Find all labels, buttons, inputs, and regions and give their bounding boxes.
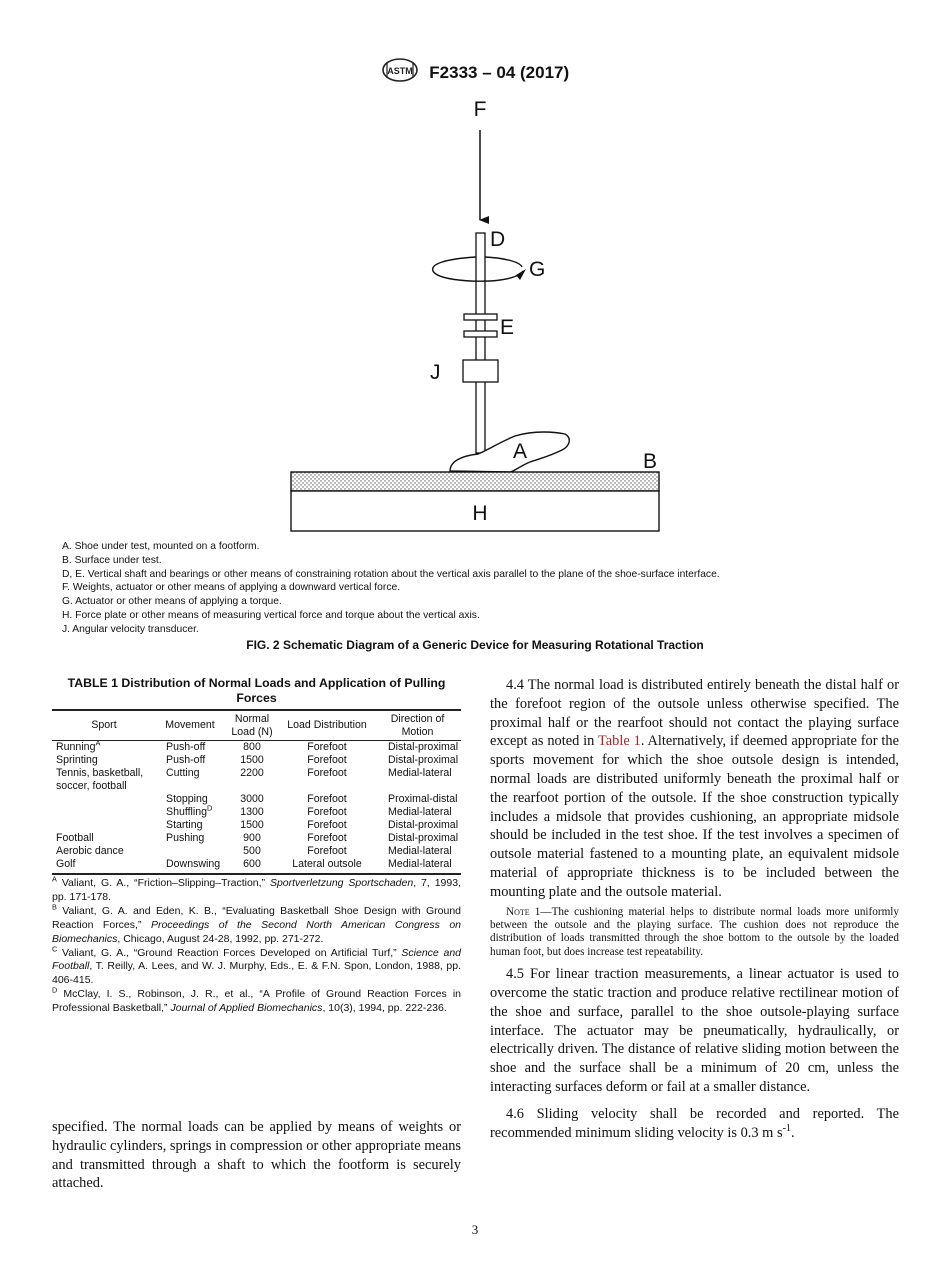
- table-header-row: [52, 710, 461, 741]
- table-cell-movement: [156, 845, 224, 858]
- section-4-5: 4.5 For linear traction measurements, a linear actuator is used to overcome the static traction and produce relative rectilinear motion of the shoe and surface, parallel to the shoe outsole-playing surface interface. The actuator may be pneumatically, hydraulically, or electrically driven. The distance of relative sliding motion between the shoe and the surface shall be a minimum of 20 cm, unless the interacting surfaces deform or fail at a smaller distance.: [490, 966, 899, 1095]
- label-d: D: [490, 228, 506, 251]
- table-cell-sport: [52, 819, 156, 832]
- table-cell-sport: Running$^A$: [56, 738, 101, 753]
- table-cell-direction: Medial-lateral: [388, 806, 452, 818]
- section-4-6: 4.6 Sliding velocity shall be recorded and reported. The recommended minimum sliding velocity is 0.3 m $s^{-1}$.: [490, 1105, 899, 1141]
- table-cell-normal-load: 500: [243, 845, 261, 857]
- bearing-upper: [464, 314, 497, 320]
- table-cell-load-distribution: Forefoot: [307, 832, 347, 844]
- table-cell-normal-load: 600: [224, 858, 280, 874]
- table-row: [52, 845, 461, 858]
- footnote-c: $^C$ Valiant, G. A., “Ground Reaction Forces Developed on Artificial Turf,” Science and Football, T. Reilly, A. Lees, and W. J. Murphy, Eds., E. & F.N. Spon, London, 1988, pp. 406-415.: [52, 944, 461, 987]
- table-1: [52, 709, 461, 875]
- col-header-load-distribution: Load Distribution: [280, 710, 374, 741]
- table-cell-direction: Distal-proximal: [388, 832, 459, 844]
- figure-legend: [62, 540, 720, 637]
- legend-item: G. Actuator or other means of applying a torque.: [62, 596, 282, 608]
- table-cell-normal-load: 1300: [240, 806, 264, 818]
- col-header-normal-load: Normal Load (N): [224, 710, 280, 741]
- table-row: [52, 832, 461, 845]
- left-column-paragraph: specified. The normal loads can be applied by means of weights or hydraulic cylinders, springs in compression or other appropriate means and transmitted through a shaft to which the footform is securely attached.: [52, 1119, 461, 1192]
- label-h: H: [472, 502, 488, 525]
- table-cell-load-distribution: Forefoot: [307, 793, 347, 805]
- table-footnotes: [52, 874, 461, 1016]
- col-header-sport: Sport: [52, 710, 156, 741]
- legend-item: B. Surface under test.: [62, 554, 162, 566]
- legend-item: A. Shoe under test, mounted on a footform.: [62, 541, 260, 552]
- table-row: [52, 767, 461, 793]
- table-row: [52, 819, 461, 832]
- vertical-shaft: [476, 233, 485, 453]
- table-cell-normal-load: 2200: [240, 767, 264, 779]
- table-row: [52, 754, 461, 767]
- table-cell-load-distribution: Forefoot: [307, 819, 347, 831]
- table-cell-load-distribution: Forefoot: [307, 741, 347, 753]
- table-cell-direction: Distal-proximal: [388, 819, 459, 831]
- footnote-d: $^D$ McClay, I. S., Robinson, J. R., et al., “A Profile of Ground Reaction Forces in Professional Basketball,” Journal of Applied Biomechanics, 10(3), 1994, pp. 222-236.: [52, 985, 461, 1015]
- note-1: Note 1—The cushioning material helps to distribute normal loads more uniformly between the outsole and the playing surface. The cushion does not reproduce the distribution of loads transmitted through the shoe bottom to the outsole by the loaded human foot, but does increase test repeatability.: [490, 905, 899, 958]
- angular-velocity-transducer: [463, 360, 498, 382]
- table-cell-movement: Cutting: [166, 767, 200, 779]
- label-b: B: [643, 450, 658, 473]
- table-cell-movement: Starting: [166, 819, 203, 831]
- label-g: G: [529, 258, 546, 281]
- footnote-a: $^A$ Valiant, G. A., “Friction–Slipping–Traction,” Sportverletzung Sportschaden, 7, 1993, pp. 171-178.: [52, 874, 461, 903]
- table-cell-sport: Football: [56, 832, 94, 844]
- table-cell-sport: [52, 806, 156, 819]
- table-cell-direction: Medial-lateral: [388, 845, 452, 857]
- table-cell-load-distribution: Forefoot: [307, 845, 347, 857]
- table-cell-normal-load: 1500: [240, 819, 264, 831]
- table-cell-load-distribution: Forefoot: [307, 767, 347, 779]
- document-designation: F2333 – 04 (2017): [429, 62, 570, 82]
- label-f: F: [473, 98, 487, 121]
- label-e: E: [500, 316, 515, 339]
- table-cell-direction: Distal-proximal: [388, 754, 459, 766]
- col-header-movement: Movement: [156, 710, 224, 741]
- table-row: [52, 858, 461, 874]
- table-cell-movement: Push-off: [166, 741, 206, 753]
- astm-logo-icon: [381, 58, 419, 87]
- table-row: [52, 741, 461, 755]
- bearing-lower: [464, 331, 497, 337]
- table-1-section: [52, 676, 461, 1016]
- table-cell-movement: Downswing: [156, 858, 224, 874]
- page-number: 3: [471, 1222, 479, 1237]
- table-cell-sport: Golf: [52, 858, 156, 874]
- page-header: [0, 58, 950, 87]
- col-header-direction: Direction of Motion: [374, 710, 461, 741]
- table-cell-sport: [52, 793, 156, 806]
- table-cell-normal-load: 1500: [240, 754, 264, 766]
- table-cell-load-distribution: Forefoot: [307, 754, 347, 766]
- table-cell-sport: Aerobic dance: [56, 845, 124, 857]
- table-row: [52, 793, 461, 806]
- table-cell-sport: Sprinting: [56, 754, 98, 766]
- legend-item: H. Force plate or other means of measuring vertical force and torque about the vertical axis.: [62, 609, 480, 621]
- label-j: J: [430, 361, 441, 384]
- label-a: A: [513, 440, 528, 463]
- legend-item: J. Angular velocity transducer.: [62, 623, 199, 635]
- table-cell-load-distribution: Forefoot: [307, 806, 347, 818]
- shoe-footform: [450, 432, 569, 472]
- table-cell-movement: Pushing: [166, 832, 205, 844]
- astm-logo-text: ASTM: [387, 66, 413, 76]
- figure-2-diagram: [280, 92, 680, 542]
- table-cell-movement: Shuffling$^D$: [166, 803, 213, 818]
- table-cell-normal-load: 900: [243, 832, 261, 844]
- right-column: [490, 676, 899, 1142]
- table-title: TABLE 1 Distribution of Normal Loads and Application of Pulling Forces: [67, 676, 446, 705]
- figure-caption: FIG. 2 Schematic Diagram of a Generic Device for Measuring Rotational Traction: [246, 638, 704, 652]
- test-surface: [291, 472, 659, 491]
- table-cell-direction: Medial-lateral: [374, 858, 461, 874]
- footnote-b: $^B$ Valiant, G. A. and Eden, K. B., “Evaluating Basketball Shoe Design with Ground Reaction Forces,” Proceedings of the Second North American Congress on Biomechanics, Chicago, August 24-28, 1992, pp. 271-272.: [52, 902, 461, 945]
- table-cell-direction: Distal-proximal: [388, 741, 459, 753]
- legend-item: F. Weights, actuator or other means of applying a downward vertical force.: [62, 582, 401, 594]
- note-label: Note 1: [506, 905, 541, 918]
- section-4-4: 4.4 The normal load is distributed entirely beneath the distal half or the forefoot region of the outsole unless otherwise specified. The proximal half or the rearfoot should not contact the playing surface except as noted in Table 1. Alternatively, if deemed appropriate for the sports movement for which the shoe outsole design is intended, normal loads are distributed uniformly beneath the proximal half or the rearfoot portion of the outsole. If the shoe construction typically includes a midsole that provides cushioning, an appropriate midsole should be included in the test shoe. If the test involves a specimen of outsole material fastened to a mounting plate, an equivalent midsole material of appropriate thickness is to be included between the mounting plate and the outsole material.: [490, 677, 899, 900]
- table-cell-movement: Push-off: [166, 754, 206, 766]
- table-cell-normal-load: 3000: [240, 793, 264, 805]
- table-cell-movement: Stopping: [166, 793, 208, 805]
- table-cell-direction: Medial-lateral: [388, 767, 452, 779]
- table-row: [52, 806, 461, 819]
- table-1-link[interactable]: Table 1: [598, 733, 641, 750]
- table-cell-sport: Tennis, basketball, soccer, football: [56, 767, 144, 792]
- legend-item: D, E. Vertical shaft and bearings or other means of constraining rotation about the vertical axis parallel to the plane of the shoe-surface interface.: [62, 568, 720, 580]
- table-cell-load-distribution: Lateral outsole: [280, 858, 374, 874]
- table-cell-normal-load: 800: [243, 741, 261, 753]
- table-cell-direction: Proximal-distal: [388, 793, 458, 805]
